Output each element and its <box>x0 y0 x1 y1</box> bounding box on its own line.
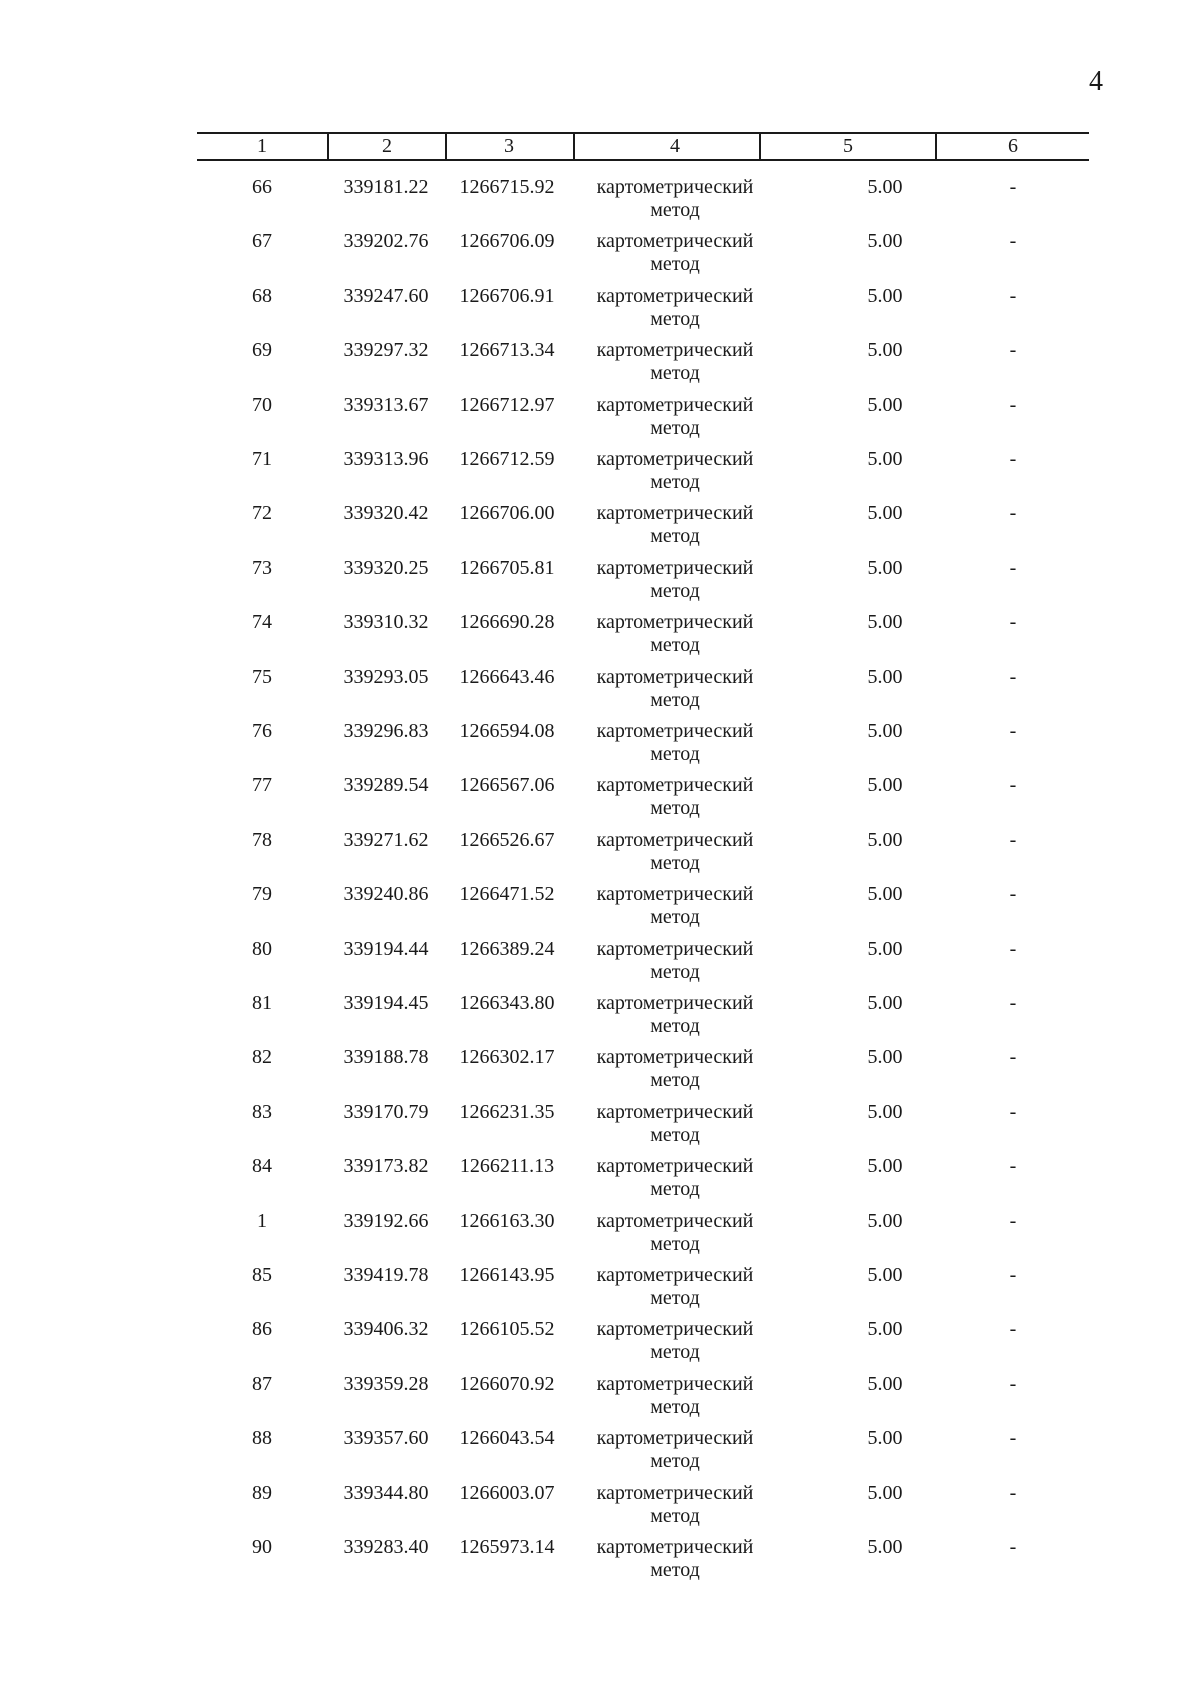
coord-y: 1266706.09 <box>459 230 555 253</box>
method-line-1: картометрический <box>596 992 754 1014</box>
table-row <box>197 716 1089 770</box>
accuracy-value: 5.00 <box>867 1155 903 1178</box>
description-dash: - <box>1009 556 1017 579</box>
coord-y: 1266706.91 <box>459 284 555 307</box>
table-header <box>197 132 1089 161</box>
method-line-2: метод <box>650 634 700 657</box>
point-number: 74 <box>252 611 272 634</box>
accuracy-value: 5.00 <box>867 665 903 688</box>
accuracy-value: 5.00 <box>867 448 903 470</box>
point-number: 81 <box>252 992 272 1014</box>
coord-y: 1266143.95 <box>459 1264 555 1286</box>
method-cell <box>575 1210 775 1256</box>
table-row <box>197 934 1089 988</box>
table-row <box>197 607 1089 661</box>
method-cell <box>575 1536 775 1582</box>
method-cell <box>575 339 775 385</box>
coord-x: 339173.82 <box>343 1155 429 1178</box>
coord-x: 339297.32 <box>343 339 429 362</box>
method-cell <box>575 394 775 440</box>
method-line-1: картометрический <box>596 1481 754 1504</box>
point-number: 79 <box>252 883 272 906</box>
coord-x: 339293.05 <box>343 665 429 688</box>
accuracy-value: 5.00 <box>867 883 903 906</box>
coord-y: 1266712.97 <box>459 393 555 416</box>
method-cell <box>575 883 775 929</box>
method-line-2: метод <box>650 1450 700 1473</box>
method-line-2: метод <box>650 851 700 874</box>
coord-y: 1266389.24 <box>459 937 555 960</box>
accuracy-value: 5.00 <box>867 1318 903 1341</box>
coord-x: 339310.32 <box>343 611 429 634</box>
method-line-2: метод <box>650 688 700 711</box>
coord-y: 1266690.28 <box>459 611 555 634</box>
method-line-2: метод <box>650 906 700 929</box>
coord-y: 1265973.14 <box>459 1536 555 1558</box>
coord-y: 1266706.00 <box>459 502 555 525</box>
coord-y: 1266343.80 <box>459 992 555 1014</box>
accuracy-value: 5.00 <box>867 1264 903 1286</box>
accuracy-value: 5.00 <box>867 176 903 198</box>
header-col-5: 5 <box>843 135 853 157</box>
accuracy-value: 5.00 <box>867 1536 903 1558</box>
coord-y: 1266643.46 <box>459 665 555 688</box>
description-dash: - <box>1009 720 1017 742</box>
method-line-1: картометрический <box>596 1372 754 1395</box>
method-line-1: картометрический <box>596 448 754 470</box>
method-line-2: метод <box>650 525 700 548</box>
method-cell <box>575 1482 775 1528</box>
accuracy-value: 5.00 <box>867 720 903 742</box>
point-number: 87 <box>252 1372 272 1395</box>
method-line-1: картометрический <box>596 556 754 579</box>
coord-y: 1266163.30 <box>459 1209 555 1232</box>
method-line-2: метод <box>650 1287 700 1309</box>
method-line-1: картометрический <box>596 1100 754 1123</box>
coord-y: 1266526.67 <box>459 828 555 851</box>
method-line-1: картометрический <box>596 176 754 198</box>
point-number: 89 <box>252 1481 272 1504</box>
method-line-1: картометрический <box>596 284 754 307</box>
table-row <box>197 662 1089 716</box>
method-cell <box>575 938 775 984</box>
coord-x: 339188.78 <box>343 1046 429 1069</box>
description-dash: - <box>1009 774 1017 797</box>
accuracy-value: 5.00 <box>867 1427 903 1450</box>
description-dash: - <box>1009 230 1017 253</box>
coord-y: 1266713.34 <box>459 339 555 362</box>
accuracy-value: 5.00 <box>867 502 903 525</box>
point-number: 1 <box>257 1209 267 1232</box>
method-line-2: метод <box>650 579 700 602</box>
point-number: 78 <box>252 828 272 851</box>
method-cell <box>575 1264 775 1310</box>
accuracy-value: 5.00 <box>867 828 903 851</box>
description-dash: - <box>1009 1209 1017 1232</box>
method-cell <box>575 992 775 1038</box>
coord-x: 339296.83 <box>343 720 429 742</box>
accuracy-value: 5.00 <box>867 1100 903 1123</box>
table-row <box>197 226 1089 280</box>
method-line-2: метод <box>650 307 700 330</box>
method-cell <box>575 230 775 276</box>
header-col-3: 3 <box>504 135 514 157</box>
method-line-1: картометрический <box>596 611 754 634</box>
method-line-1: картометрический <box>596 720 754 742</box>
coord-y: 1266070.92 <box>459 1372 555 1395</box>
point-number: 85 <box>252 1264 272 1286</box>
method-cell <box>575 829 775 875</box>
table-row <box>197 335 1089 389</box>
method-cell <box>575 1318 775 1364</box>
coord-x: 339240.86 <box>343 883 429 906</box>
method-line-1: картометрический <box>596 1427 754 1450</box>
point-number: 83 <box>252 1100 272 1123</box>
coord-x: 339202.76 <box>343 230 429 253</box>
coord-x: 339419.78 <box>343 1264 429 1286</box>
description-dash: - <box>1009 1481 1017 1504</box>
description-dash: - <box>1009 1372 1017 1395</box>
method-cell <box>575 448 775 494</box>
description-dash: - <box>1009 992 1017 1014</box>
table-row <box>197 1423 1089 1477</box>
description-dash: - <box>1009 502 1017 525</box>
description-dash: - <box>1009 665 1017 688</box>
table-row <box>197 498 1089 552</box>
coord-y: 1266211.13 <box>459 1155 555 1178</box>
method-line-1: картометрический <box>596 1209 754 1232</box>
coord-y: 1266712.59 <box>459 448 555 470</box>
description-dash: - <box>1009 1264 1017 1286</box>
page-number: 4 <box>1089 66 1103 97</box>
accuracy-value: 5.00 <box>867 1372 903 1395</box>
header-col-4: 4 <box>670 135 680 157</box>
description-dash: - <box>1009 937 1017 960</box>
coord-x: 339344.80 <box>343 1481 429 1504</box>
method-line-2: метод <box>650 1504 700 1527</box>
coord-x: 339320.42 <box>343 502 429 525</box>
description-dash: - <box>1009 883 1017 906</box>
table-row <box>197 172 1089 226</box>
method-cell <box>575 1046 775 1092</box>
accuracy-value: 5.00 <box>867 556 903 579</box>
coord-x: 339406.32 <box>343 1318 429 1341</box>
method-cell <box>575 1155 775 1201</box>
description-dash: - <box>1009 393 1017 416</box>
coord-x: 339313.67 <box>343 393 429 416</box>
point-number: 66 <box>252 176 272 198</box>
table-row <box>197 444 1089 498</box>
method-line-1: картометрический <box>596 774 754 797</box>
table-row <box>197 1260 1089 1314</box>
coord-y: 1266231.35 <box>459 1100 555 1123</box>
point-number: 84 <box>252 1155 272 1178</box>
method-cell <box>575 611 775 657</box>
coord-y: 1266594.08 <box>459 720 555 742</box>
point-number: 82 <box>252 1046 272 1069</box>
method-line-1: картометрический <box>596 339 754 362</box>
point-number: 77 <box>252 774 272 797</box>
method-line-2: метод <box>650 1123 700 1146</box>
table-row <box>197 1532 1089 1586</box>
table-row <box>197 770 1089 824</box>
table-row <box>197 825 1089 879</box>
description-dash: - <box>1009 1318 1017 1341</box>
method-line-2: метод <box>650 960 700 983</box>
method-line-2: метод <box>650 471 700 493</box>
method-cell <box>575 1427 775 1473</box>
description-dash: - <box>1009 1155 1017 1178</box>
point-number: 88 <box>252 1427 272 1450</box>
coord-x: 339194.44 <box>343 937 429 960</box>
coord-x: 339313.96 <box>343 448 429 470</box>
table-row <box>197 390 1089 444</box>
coord-x: 339192.66 <box>343 1209 429 1232</box>
point-number: 70 <box>252 393 272 416</box>
accuracy-value: 5.00 <box>867 611 903 634</box>
point-number: 86 <box>252 1318 272 1341</box>
coord-y: 1266003.07 <box>459 1481 555 1504</box>
coord-y: 1266715.92 <box>459 176 555 198</box>
coord-x: 339170.79 <box>343 1100 429 1123</box>
method-line-2: метод <box>650 362 700 385</box>
description-dash: - <box>1009 1100 1017 1123</box>
accuracy-value: 5.00 <box>867 774 903 797</box>
method-line-2: метод <box>650 1178 700 1201</box>
description-dash: - <box>1009 284 1017 307</box>
table-row <box>197 1097 1089 1151</box>
coord-y: 1266471.52 <box>459 883 555 906</box>
description-dash: - <box>1009 828 1017 851</box>
accuracy-value: 5.00 <box>867 992 903 1014</box>
method-line-2: метод <box>650 416 700 439</box>
coord-y: 1266705.81 <box>459 556 555 579</box>
coord-y: 1266302.17 <box>459 1046 555 1069</box>
method-line-2: метод <box>650 199 700 221</box>
method-cell <box>575 1101 775 1147</box>
method-line-1: картометрический <box>596 230 754 253</box>
coord-x: 339181.22 <box>343 176 429 198</box>
method-line-2: метод <box>650 743 700 765</box>
accuracy-value: 5.00 <box>867 937 903 960</box>
method-line-1: картометрический <box>596 883 754 906</box>
method-line-1: картометрический <box>596 1318 754 1341</box>
point-number: 80 <box>252 937 272 960</box>
method-cell <box>575 285 775 331</box>
description-dash: - <box>1009 1046 1017 1069</box>
header-col-2: 2 <box>382 135 392 157</box>
point-number: 72 <box>252 502 272 525</box>
method-line-2: метод <box>650 1395 700 1418</box>
method-cell <box>575 774 775 820</box>
method-cell <box>575 1373 775 1419</box>
method-cell <box>575 502 775 548</box>
method-line-1: картометрический <box>596 828 754 851</box>
method-line-2: метод <box>650 1341 700 1364</box>
method-cell <box>575 666 775 712</box>
table-row <box>197 553 1089 607</box>
table-row <box>197 1478 1089 1532</box>
coord-y: 1266105.52 <box>459 1318 555 1341</box>
description-dash: - <box>1009 611 1017 634</box>
method-line-2: метод <box>650 1559 700 1581</box>
method-line-1: картометрический <box>596 1264 754 1286</box>
description-dash: - <box>1009 176 1017 198</box>
method-line-2: метод <box>650 1069 700 1092</box>
method-line-1: картометрический <box>596 937 754 960</box>
point-number: 67 <box>252 230 272 253</box>
table-row <box>197 1151 1089 1205</box>
accuracy-value: 5.00 <box>867 1046 903 1069</box>
method-line-1: картометрический <box>596 1046 754 1069</box>
description-dash: - <box>1009 448 1017 470</box>
method-line-2: метод <box>650 253 700 276</box>
accuracy-value: 5.00 <box>867 393 903 416</box>
method-line-1: картометрический <box>596 502 754 525</box>
method-line-1: картометрический <box>596 393 754 416</box>
method-line-1: картометрический <box>596 1536 754 1558</box>
coord-x: 339247.60 <box>343 284 429 307</box>
point-number: 69 <box>252 339 272 362</box>
accuracy-value: 5.00 <box>867 284 903 307</box>
header-col-1: 1 <box>257 135 267 157</box>
accuracy-value: 5.00 <box>867 339 903 362</box>
table-row <box>197 281 1089 335</box>
method-line-2: метод <box>650 1015 700 1037</box>
point-number: 68 <box>252 284 272 307</box>
method-cell <box>575 557 775 603</box>
coord-x: 339357.60 <box>343 1427 429 1450</box>
description-dash: - <box>1009 1536 1017 1558</box>
point-number: 71 <box>252 448 272 470</box>
method-cell <box>575 176 775 222</box>
accuracy-value: 5.00 <box>867 1209 903 1232</box>
table-row <box>197 1314 1089 1368</box>
point-number: 90 <box>252 1536 272 1558</box>
table-row <box>197 879 1089 933</box>
description-dash: - <box>1009 1427 1017 1450</box>
method-line-1: картометрический <box>596 1155 754 1178</box>
table-row <box>197 1369 1089 1423</box>
method-line-1: картометрический <box>596 665 754 688</box>
coord-x: 339271.62 <box>343 828 429 851</box>
coord-y: 1266567.06 <box>459 774 555 797</box>
table-row <box>197 1206 1089 1260</box>
accuracy-value: 5.00 <box>867 1481 903 1504</box>
table-row <box>197 1042 1089 1096</box>
point-number: 73 <box>252 556 272 579</box>
table-row <box>197 988 1089 1042</box>
method-cell <box>575 720 775 766</box>
coord-x: 339194.45 <box>343 992 429 1014</box>
header-col-6: 6 <box>1008 135 1018 157</box>
point-number: 76 <box>252 720 272 742</box>
coord-x: 339359.28 <box>343 1372 429 1395</box>
point-number: 75 <box>252 665 272 688</box>
method-line-2: метод <box>650 797 700 820</box>
coord-x: 339289.54 <box>343 774 429 797</box>
coord-x: 339320.25 <box>343 556 429 579</box>
method-line-2: метод <box>650 1232 700 1255</box>
coord-x: 339283.40 <box>343 1536 429 1558</box>
coord-y: 1266043.54 <box>459 1427 555 1450</box>
accuracy-value: 5.00 <box>867 230 903 253</box>
description-dash: - <box>1009 339 1017 362</box>
